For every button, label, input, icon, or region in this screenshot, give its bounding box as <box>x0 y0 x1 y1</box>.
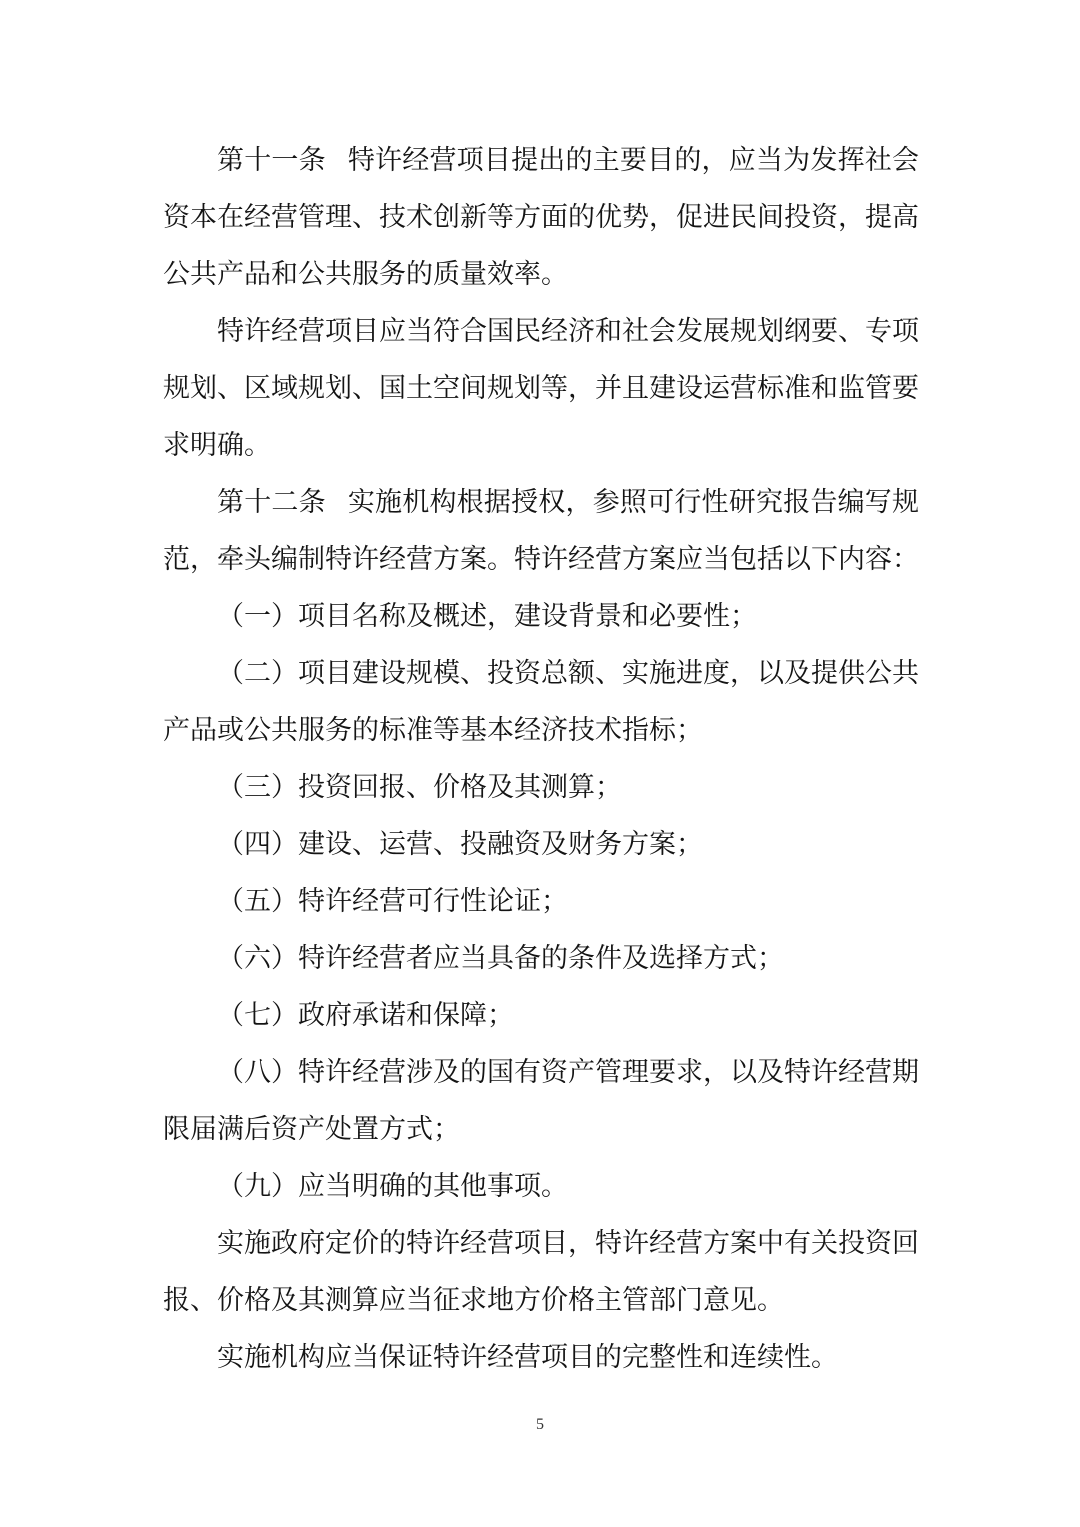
paragraph-text: 实施机构根据授权，参照可行性研究报告编写规范，牵头编制特许经营方案。特许经营方案应当包括以下内容： <box>163 487 920 575</box>
paragraph-text: 特许经营项目提出的主要目的，应当为发挥社会资本在经营管理、技术创新等方面的优势，促进民间投资，提高公共产品和公共服务的质量效率。 <box>163 145 920 290</box>
paragraph-text: 实施机构应当保证特许经营项目的完整性和连续性。 <box>217 1342 838 1373</box>
list-item-text: （四）建设、运营、投融资及财务方案； <box>217 829 703 860</box>
paragraph-planning-requirements <box>163 303 919 474</box>
list-item-3 <box>163 759 919 816</box>
list-item-9 <box>163 1158 919 1215</box>
list-item-1 <box>163 588 919 645</box>
list-item-text: （八）特许经营涉及的国有资产管理要求，以及特许经营期限届满后资产处置方式； <box>163 1057 919 1145</box>
paragraph-article-12 <box>163 474 919 588</box>
paragraph-text: 实施政府定价的特许经营项目，特许经营方案中有关投资回报、价格及其测算应当征求地方价格主管部门意见。 <box>163 1228 919 1316</box>
list-item-4 <box>163 816 919 873</box>
paragraph-text: 特许经营项目应当符合国民经济和社会发展规划纲要、专项规划、区域规划、国土空间规划等，并且建设运营标准和监管要求明确。 <box>163 316 919 461</box>
document-page <box>163 132 919 1386</box>
page-number: 5 <box>536 1416 544 1433</box>
list-item-6 <box>163 930 919 987</box>
paragraph-project-integrity <box>163 1329 919 1386</box>
list-item-text: （五）特许经营可行性论证； <box>217 886 568 917</box>
paragraph-article-11 <box>163 132 919 303</box>
list-item-text: （二）项目建设规模、投资总额、实施进度，以及提供公共产品或公共服务的标准等基本经济技术指标； <box>163 658 919 746</box>
list-item-text: （一）项目名称及概述，建设背景和必要性； <box>217 601 757 632</box>
list-item-7 <box>163 987 919 1044</box>
article-number: 第十一条 <box>217 145 326 176</box>
article-number: 第十二条 <box>217 487 326 518</box>
paragraph-government-pricing <box>163 1215 919 1329</box>
list-item-5 <box>163 873 919 930</box>
list-item-2 <box>163 645 919 759</box>
list-item-text: （三）投资回报、价格及其测算； <box>217 772 622 803</box>
list-item-text: （六）特许经营者应当具备的条件及选择方式； <box>217 943 784 974</box>
list-item-text: （九）应当明确的其他事项。 <box>217 1171 568 1202</box>
list-item-8 <box>163 1044 919 1158</box>
list-item-text: （七）政府承诺和保障； <box>217 1000 514 1031</box>
